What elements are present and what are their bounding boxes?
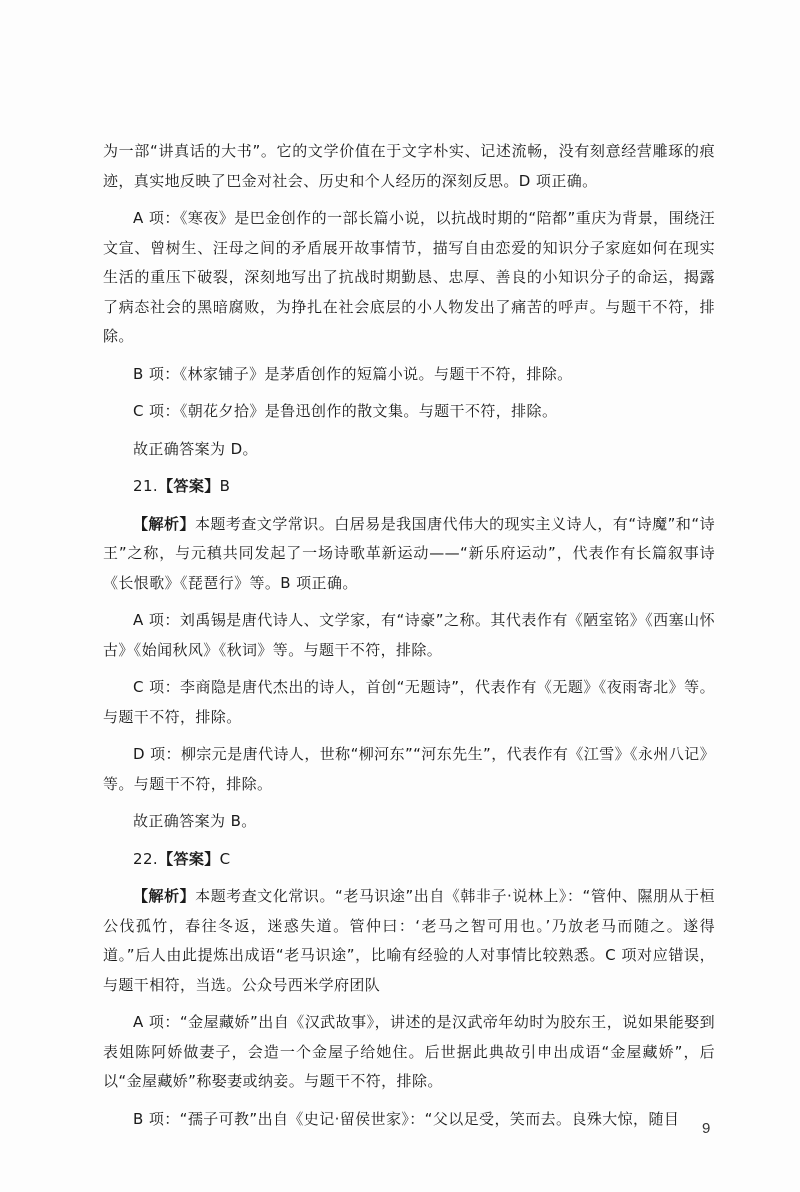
- paragraph-option-a-jinwucangjiao: [103, 1008, 715, 1097]
- paragraph-option-a-liuyuxi: [103, 606, 715, 665]
- paragraph-option-c-zhaohuaxishi: [103, 397, 715, 427]
- analysis-tag: 【解析】: [133, 887, 196, 905]
- paragraph-text: A 项：刘禹锡是唐代诗人、文学家，有“诗豪”之称。其代表作有《陋室铭》《西塞山怀古》《始闻秋风》《秋词》等。与题干不符，排除。: [103, 611, 715, 659]
- paragraph-text: 本题考查文化常识。“老马识途”出自《韩非子·说林上》：“管仲、隰朋从于桓公伐孤竹，春往冬返，迷惑失道。管仲曰：‘老马之智可用也。’乃放老马而随之。遂得道。”后人由此提炼出成语“老马识途”，比喻有经验的人对事情比较熟悉。C 项对应错误，与题干相符，当选。公众号西米学府团队: [103, 887, 715, 994]
- question-number: 22.: [133, 849, 159, 868]
- page-number: 9: [702, 1120, 711, 1137]
- paragraph-text: A 项：“金屋藏娇”出自《汉武故事》，讲述的是汉武帝年幼时为胶东王，说如果能娶到表姐陈阿娇做妻子，会造一个金屋子给她住。后世据此典故引申出成语“金屋藏娇”，后以“金屋藏娇”称娶妻或纳妾。与题干不符，排除。: [103, 1013, 715, 1090]
- paragraph-text: A 项：《寒夜》是巴金创作的一部长篇小说，以抗战时期的“陪都”重庆为背景，围绕汪文宣、曾树生、汪母之间的矛盾展开故事情节，描写自由恋爱的知识分子家庭如何在现实生活的重压下破裂，深刻地写出了抗战时期勤恳、忠厚、善良的小知识分子的命运，揭露了病态社会的黑暗腐败，为挣扎在社会底层的小人物发出了痛苦的呼声。与题干不符，排除。: [103, 209, 715, 345]
- answer-tag: 【答案】: [158, 849, 220, 868]
- paragraph-text: B 项：“孺子可教”出自《史记·留侯世家》：“父以足受，笑而去。良殊大惊，随目: [133, 1109, 680, 1128]
- question-21-answer: [103, 472, 715, 502]
- paragraph-text: C 项：《朝花夕拾》是鲁迅创作的散文集。与题干不符，排除。: [133, 402, 558, 420]
- answer-value: C: [219, 849, 231, 868]
- paragraph-text: 故正确答案为 D。: [133, 439, 258, 458]
- paragraph-option-d-liuzongyuan: [103, 740, 715, 799]
- paragraph-text: C 项：李商隐是唐代杰出的诗人，首创“无题诗”，代表作有《无题》《夜雨寄北》等。与题干不符，排除。: [103, 678, 715, 726]
- answer-tag: 【答案】: [158, 477, 220, 495]
- question-21-analysis: [103, 510, 715, 599]
- answer-value: B: [219, 477, 231, 495]
- paragraph-text: 故正确答案为 B。: [133, 812, 257, 830]
- page-body: [103, 137, 715, 1142]
- paragraph-text: 为一部“讲真话的大书”。它的文学价值在于文字朴实、记述流畅，没有刻意经营雕琢的痕迹，真实地反映了巴金对社会、历史和个人经历的深刻反思。D 项正确。: [103, 142, 715, 190]
- paragraph-option-a-hanye: [103, 204, 715, 352]
- paragraph-option-b-linjiapuzi: [103, 360, 715, 390]
- paragraph-conclusion-d: [103, 435, 715, 465]
- paragraph-option-b-ruzikejiao: [103, 1105, 715, 1135]
- question-22-answer: [103, 845, 715, 875]
- paragraph-option-c-lishangyin: [103, 673, 715, 732]
- paragraph-text: B 项：《林家铺子》是茅盾创作的短篇小说。与题干不符，排除。: [133, 364, 573, 383]
- paragraph-text: 本题考查文学常识。白居易是我国唐代伟大的现实主义诗人，有“诗魔”和“诗王”之称，与元稹共同发起了一场诗歌革新运动——“新乐府运动”，代表作有长篇叙事诗《长恨歌》《琵琶行》等。B 项正确。: [103, 514, 715, 592]
- question-22-analysis: [103, 882, 715, 1000]
- paragraph-continuation: [103, 137, 715, 196]
- question-number: 21.: [133, 477, 159, 495]
- paragraph-text: D 项：柳宗元是唐代诗人，世称“柳河东”“河东先生”，代表作有《江雪》《永州八记》等。与题干不符，排除。: [103, 745, 715, 793]
- paragraph-conclusion-b: [103, 807, 715, 837]
- analysis-tag: 【解析】: [133, 514, 195, 533]
